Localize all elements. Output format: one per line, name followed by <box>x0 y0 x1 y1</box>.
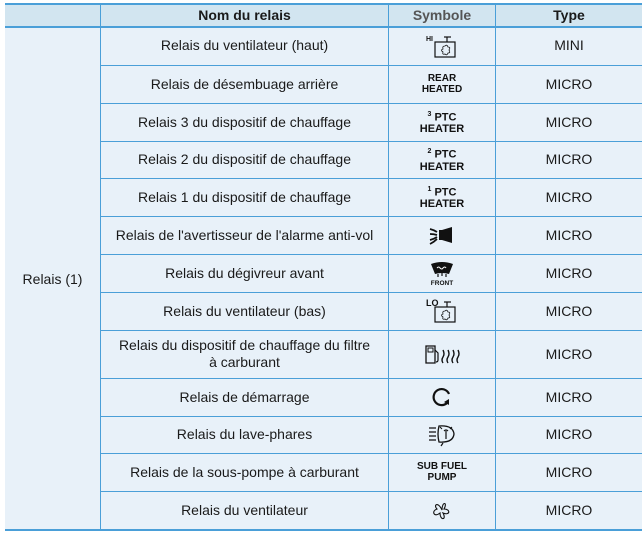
horn-icon <box>389 216 495 254</box>
relay-type: MICRO <box>545 302 593 319</box>
rear-heated-label: REAR HEATED <box>421 73 463 95</box>
ptc-label: PTC <box>431 186 457 199</box>
relay-name-line: Relais du dispositif de chauffage du filtre <box>118 337 371 353</box>
relay-type: MICRO <box>545 426 593 442</box>
relay-name: Relais du ventilateur <box>181 502 308 518</box>
ptc-heater-label <box>389 141 495 178</box>
relay-table <box>5 3 642 531</box>
relay-type: MICRO <box>545 75 593 92</box>
relay-name: Relais du ventilateur (bas) <box>163 302 326 319</box>
headlamp-washer-icon <box>389 416 495 453</box>
ptc-number: 1 <box>427 185 432 193</box>
pump-label: PUMP <box>427 472 457 483</box>
relay-type: MICRO <box>545 188 593 205</box>
group-label: Relais (1) <box>22 270 83 287</box>
relay-name: Relais du dégivreur avant <box>165 264 324 281</box>
relay-name: Relais de l'avertisseur de l'alarme anti-vol <box>115 226 374 243</box>
relay-name: Relais 2 du dispositif de chauffage <box>138 151 351 167</box>
fan-hi-icon <box>389 26 495 65</box>
front-defrost-icon <box>389 254 495 292</box>
relay-type: MINI <box>554 37 584 53</box>
ptc-label: PTC <box>431 148 457 161</box>
relay-type: MICRO <box>545 463 593 480</box>
ptc-number: 3 <box>427 110 432 118</box>
relay-name: Relais de démarrage <box>179 388 310 405</box>
svg-text:FRONT: FRONT <box>430 280 454 286</box>
fan-icon <box>389 491 495 530</box>
relay-name: Relais 1 du dispositif de chauffage <box>138 188 351 205</box>
relay-name: Relais de la sous-pompe à carburant <box>130 463 359 480</box>
header-name: Nom du relais <box>198 7 291 23</box>
start-icon <box>389 378 495 416</box>
fuel-filter-heater-icon <box>389 330 495 378</box>
relay-name: Relais de désembuage arrière <box>150 75 339 92</box>
relay-type: MICRO <box>545 388 593 405</box>
header-group <box>5 5 100 26</box>
relay-type: MICRO <box>545 345 593 362</box>
fan-lo-icon <box>389 292 495 330</box>
ptc-heater-label <box>389 178 495 216</box>
symbol-label <box>389 65 495 103</box>
relay-name: Relais 3 du dispositif de chauffage <box>138 113 351 130</box>
heater-label: HEATER <box>419 123 465 136</box>
svg-text:HI: HI <box>426 35 433 43</box>
relay-name <box>101 330 388 378</box>
sub-fuel-label: SUB FUEL <box>417 461 467 472</box>
relay-type: MICRO <box>545 113 593 130</box>
relay-type: MICRO <box>545 502 593 518</box>
svg-text:LO: LO <box>426 298 439 308</box>
header-symbol: Symbole <box>412 7 472 23</box>
heater-label: HEATER <box>419 160 465 173</box>
relay-name: Relais du ventilateur (haut) <box>160 37 329 53</box>
ptc-number: 2 <box>427 148 432 156</box>
header-type: Type <box>553 7 585 23</box>
relay-name-line: à carburant <box>209 354 280 370</box>
heater-label: HEATER <box>419 198 465 211</box>
symbol-label <box>389 453 495 491</box>
relay-type: MICRO <box>545 264 593 281</box>
ptc-heater-label <box>389 103 495 141</box>
table-bottom-border <box>5 529 642 531</box>
relay-type: MICRO <box>545 226 593 243</box>
relay-name: Relais du lave-phares <box>176 426 313 442</box>
ptc-label: PTC <box>431 111 457 124</box>
relay-type: MICRO <box>545 151 593 167</box>
